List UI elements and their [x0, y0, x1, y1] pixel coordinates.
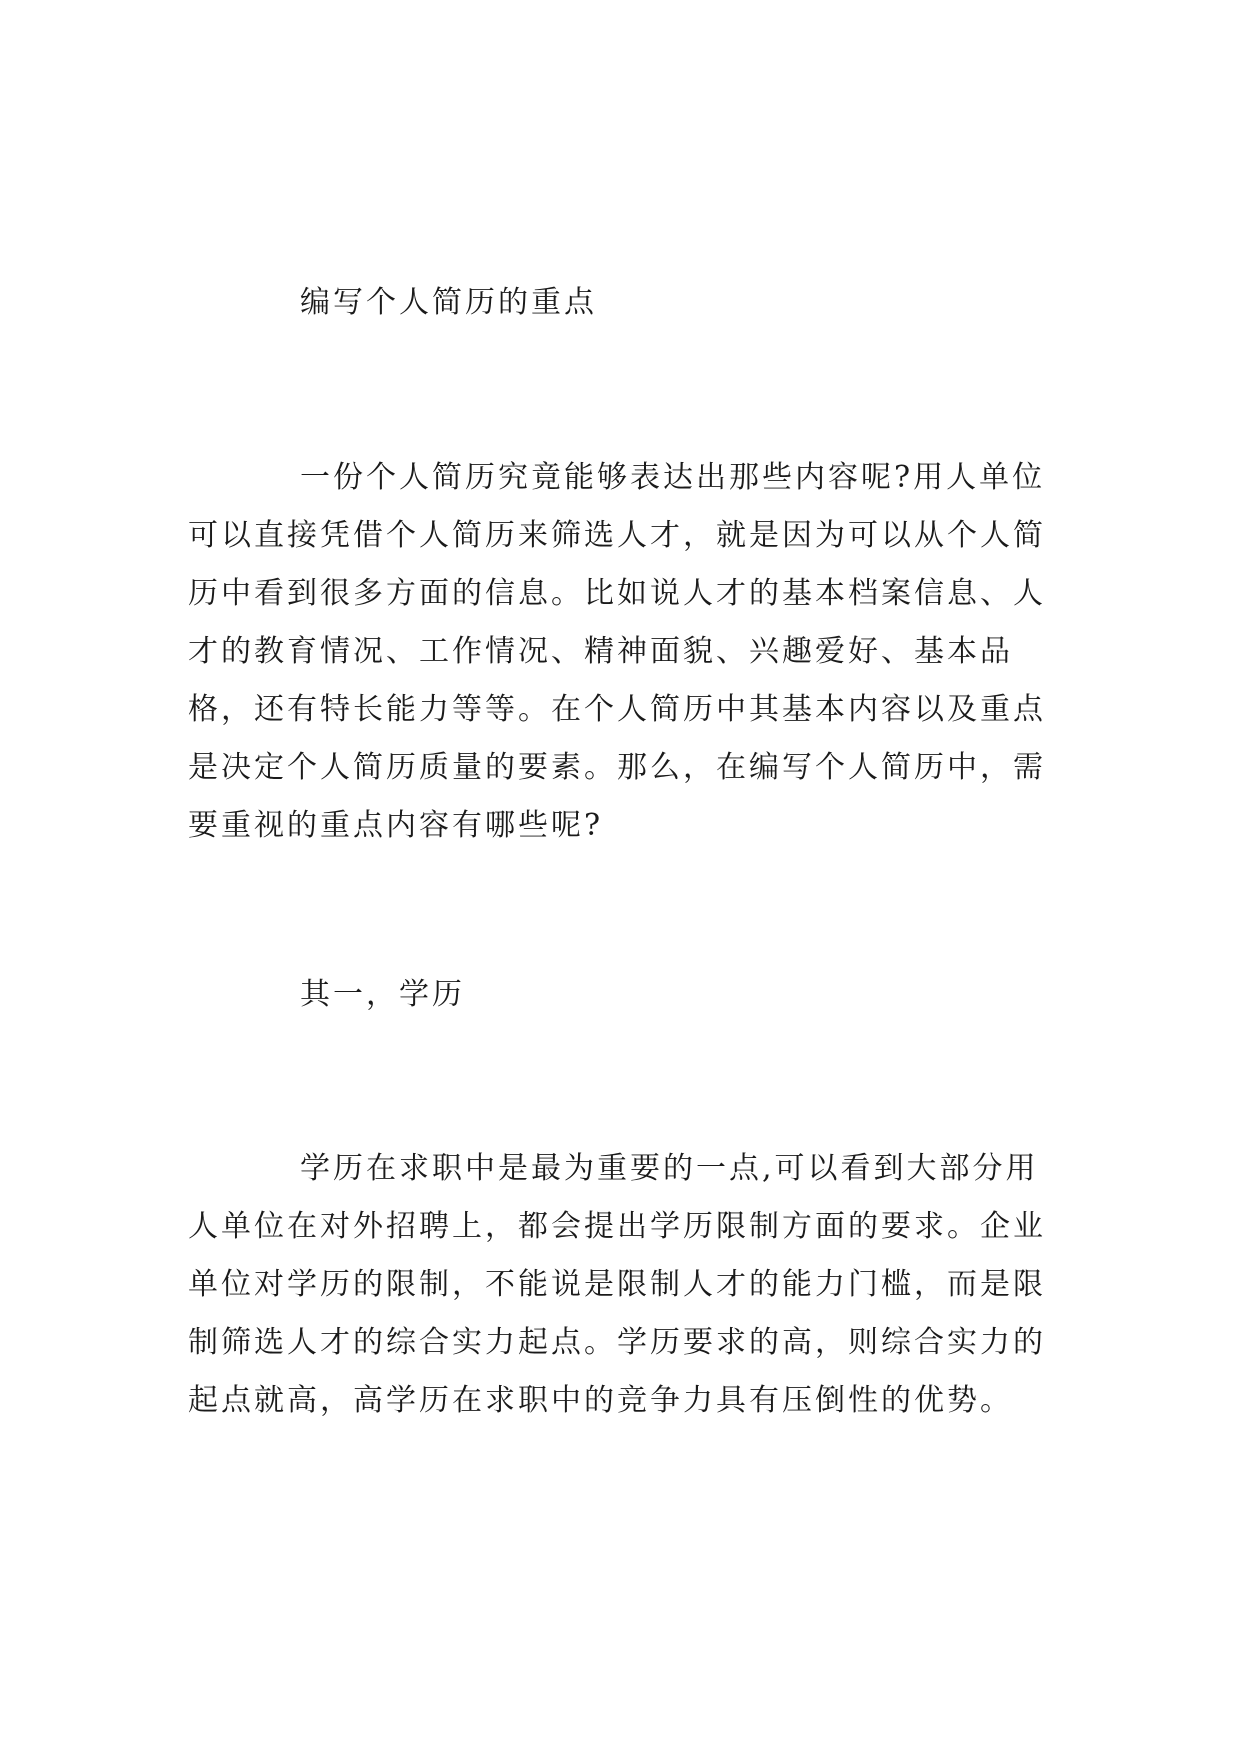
intro-paragraph: 一份个人简历究竟能够表达出那些内容呢?用人单位可以直接凭借个人简历来筛选人才，就是因为可以从个人简历中看到很多方面的信息。比如说人才的基本档案信息、人才的教育情况、工作情况、精神面貌、兴趣爱好、基本品格，还有特长能力等等。在个人简历中其基本内容以及重点是决定个人简历质量的要素。那么，在编写个人简历中，需要重视的重点内容有哪些呢?: [188, 460, 1046, 843]
section-heading-education: 其一，学历: [300, 977, 465, 1012]
document-title: 编写个人简历的重点: [300, 285, 597, 320]
education-paragraph: 学历在求职中是最为重要的一点,可以看到大部分用人单位在对外招聘上，都会提出学历限制方面的要求。企业单位对学历的限制，不能说是限制人才的能力门槛，而是限制筛选人才的综合实力起点。学历要求的高，则综合实力的起点就高，高学历在求职中的竞争力具有压倒性的优势。: [188, 1151, 1046, 1418]
